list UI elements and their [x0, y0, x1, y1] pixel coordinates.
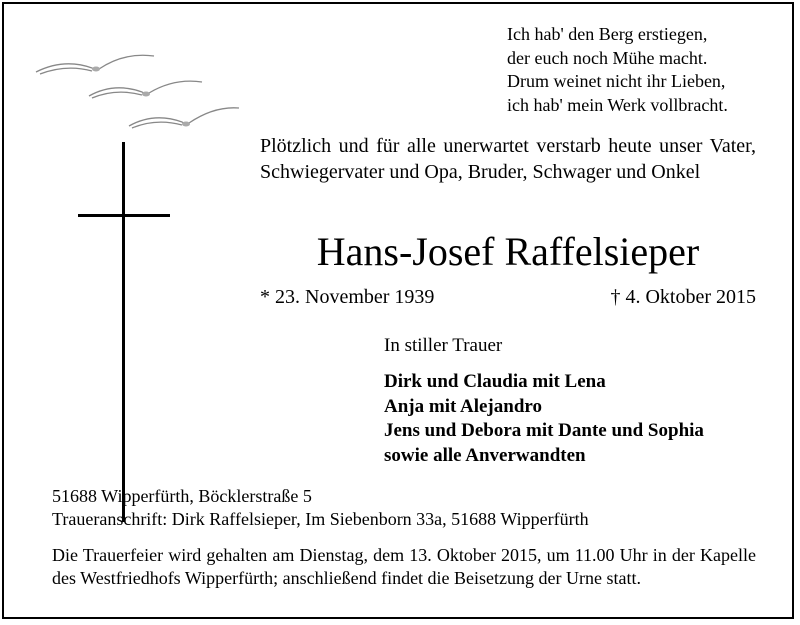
address-block — [52, 485, 589, 531]
poem-line: ich hab' mein Werk vollbracht. — [507, 94, 728, 115]
funeral-service-text: Die Trauerfeier wird gehalten am Dienstag, dem 13. Oktober 2015, um 11.00 Uhr in der Kapelle des Westfriedhofs Wipperfürth; anschließend findet die Beisetzung der Urne statt. — [52, 545, 756, 588]
poem-line: Ich hab' den Berg erstiegen, — [507, 24, 708, 44]
life-dates — [260, 284, 756, 310]
mourner-entry: Jens und Debora mit Dante und Sophia — [384, 420, 704, 441]
mourner-entry: Dirk und Claudia mit Lena — [384, 371, 606, 392]
deceased-name: Hans-Josef Raffelsieper — [316, 229, 700, 274]
poem-line: Drum weinet nicht ihr Lieben, — [507, 71, 726, 91]
poem-line: der euch noch Mühe macht. — [507, 47, 708, 68]
poem — [507, 23, 777, 117]
mourning-heading: In stiller Trauer — [384, 335, 503, 356]
home-address: 51688 Wipperfürth, Böcklerstraße 5 — [52, 486, 312, 506]
birth-date: * 23. November 1939 — [260, 286, 435, 308]
mourner-entry: sowie alle Anverwandten — [384, 444, 586, 466]
flying-birds-icon — [34, 44, 244, 144]
mourning-address: Traueranschrift: Dirk Raffelsieper, Im Siebenborn 33a, 51688 Wipperfürth — [52, 509, 589, 529]
death-date: † 4. Oktober 2015 — [610, 286, 756, 308]
mourner-entry: Anja mit Alejandro — [384, 395, 542, 417]
obituary-notice — [2, 2, 794, 619]
cross-icon — [78, 142, 178, 522]
intro-text: Plötzlich und für alle unerwartet verstarb heute unser Vater, Schwiegervater und Opa, Bruder, Schwager und Onkel — [260, 135, 756, 183]
mourners-list — [384, 370, 704, 468]
